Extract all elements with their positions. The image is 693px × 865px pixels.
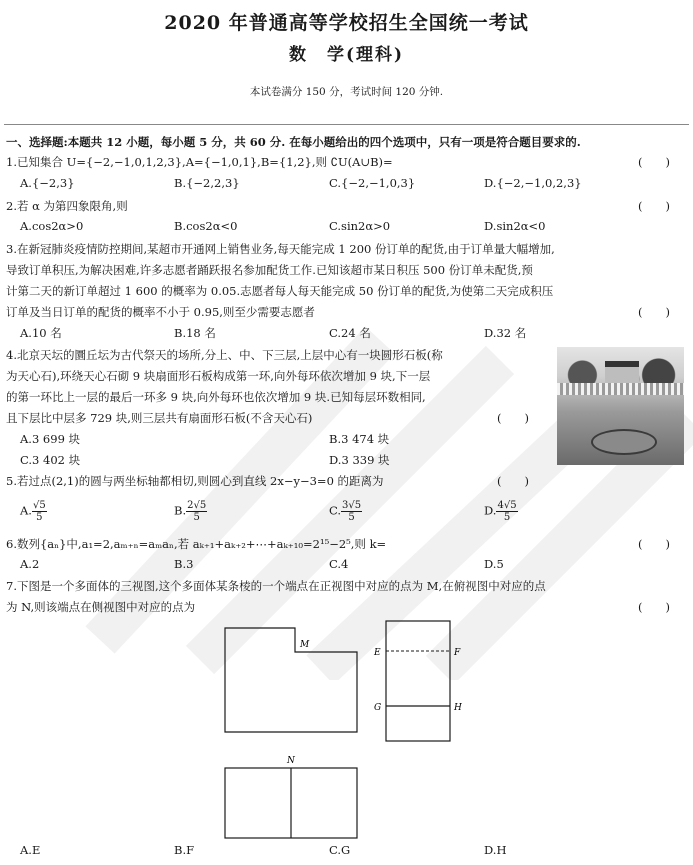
q6-stem: 6.数列{aₙ}中,a₁=2,aₘ₊ₙ=aₘaₙ,若 aₖ₊₁+aₖ₊₂+⋯+aₖ₊₁₀=2¹⁵−2⁵,则 k=	[6, 537, 387, 551]
side-view-figure	[370, 618, 470, 746]
q5-answer-paren: ( )	[497, 474, 529, 488]
q6-option-b: B.3	[174, 557, 194, 571]
q6-option-c: C.4	[329, 557, 349, 571]
tiantan-photo	[557, 347, 684, 465]
q7-option-d: D.H	[484, 843, 507, 857]
q2-stem: 2.若 α 为第四象限角,则	[6, 199, 128, 213]
label-m: M	[300, 640, 310, 650]
exam-note: 本试卷满分 150 分，考试时间 120 分钟.	[249, 86, 444, 98]
q1-stem: 1.已知集合 U={−2,−1,0,1,2,3},A={−1,0,1},B={1,2},则 ∁U(A∪B)=	[6, 155, 393, 169]
q7-option-c: C.G	[329, 843, 351, 857]
q3-option-c: C.24 名	[329, 326, 371, 340]
q2-option-d: D.sin2α<0	[484, 219, 546, 233]
q3-answer-paren: ( )	[638, 305, 670, 319]
q1-option-d: D.{−2,−1,0,2,3}	[484, 176, 582, 190]
q2-option-a: A.cos2α>0	[20, 219, 84, 233]
q1-option-b: B.{−2,2,3}	[174, 176, 240, 190]
q2-answer-paren: ( )	[638, 199, 670, 213]
q4-option-a: A.3 699 块	[20, 432, 81, 446]
q6-option-a: A.2	[20, 557, 40, 571]
q7-option-a: A.E	[20, 843, 41, 857]
q3-line-2: 导致订单积压,为解决困难,许多志愿者踊跃报名参加配货工作.已知该超市某日积压 500 份订单未配货,预	[6, 263, 533, 277]
label-g: G	[374, 703, 382, 713]
q1-answer-paren: ( )	[638, 155, 670, 169]
label-f: F	[454, 648, 461, 658]
q3-option-d: D.32 名	[484, 326, 527, 340]
q5-option-c: C. $\frac{3√5}{5}$	[329, 500, 362, 523]
q4-line-2: 为天心石),环绕天心石砌 9 块扇面形石板构成第一环,向外每环依次增加 9 块,下一层	[6, 369, 431, 383]
q4-line-1: 4.北京天坛的圜丘坛为古代祭天的场所,分上、中、下三层,上层中心有一块圆形石板(称	[6, 348, 443, 362]
q2-option-b: B.cos2α<0	[174, 219, 238, 233]
q6-option-d: D.5	[484, 557, 504, 571]
q3-line-1: 3.在新冠肺炎疫情防控期间,某超市开通网上销售业务,每天能完成 1 200 份订单的配货,由于订单量大幅增加,	[6, 242, 555, 256]
q1-option-a: A.{−2,3}	[20, 176, 75, 190]
q3-line-4: 订单及当日订单的配货的概率不小于 0.95,则至少需要志愿者	[6, 305, 315, 319]
label-e: E	[374, 648, 381, 658]
q4-answer-paren: ( )	[497, 411, 529, 425]
q4-option-c: C.3 402 块	[20, 453, 81, 467]
q6-answer-paren: ( )	[638, 537, 670, 551]
q5-stem: 5.若过点(2,1)的圆与两坐标轴都相切,则圆心到直线 2x−y−3=0 的距离为	[6, 474, 384, 488]
exam-subtitle: 数 学(理科)	[288, 45, 405, 65]
label-n: N	[287, 756, 295, 766]
q7-line-1: 7.下图是一个多面体的三视图,这个多面体某条棱的一个端点在正视图中对应的点为 M,在俯视图中对应的点	[6, 579, 546, 593]
q4-option-b: B.3 474 块	[329, 432, 390, 446]
label-h: H	[454, 703, 462, 713]
q4-option-d: D.3 339 块	[329, 453, 390, 467]
q5-option-b: B. $\frac{2√5}{5}$	[174, 500, 207, 523]
q4-line-3: 的第一环比上一层的最后一环多 9 块,向外每环也依次增加 9 块.已知每层环数相同,	[6, 390, 426, 404]
q3-line-3: 计第二天的新订单超过 1 600 的概率为 0.05.志愿者每人每天能完成 50 份订单的配货,为使第二天完成积压	[6, 284, 554, 298]
q2-option-c: C.sin2α>0	[329, 219, 391, 233]
top-view-figure	[220, 752, 365, 842]
section-heading: 一、选择题:本题共 12 小题，每小题 5 分，共 60 分. 在每小题给出的四个选项中，只有一项是符合题目要求的.	[6, 135, 581, 149]
q7-line-2: 为 N,则该端点在侧视图中对应的点为	[6, 600, 196, 614]
q5-option-a: A. $\frac{√5}{5}$	[20, 500, 46, 523]
q5-option-d: D. $\frac{4√5}{5}$	[484, 500, 517, 523]
q7-option-b: B.F	[174, 843, 195, 857]
front-view-figure	[220, 620, 365, 740]
q4-line-4: 且下层比中层多 729 块,则三层共有扇面形石板(不含天心石)	[6, 411, 313, 425]
exam-title: 2020 年普通高等学校招生全国统一考试	[164, 12, 529, 34]
q3-option-a: A.10 名	[20, 326, 62, 340]
q1-option-c: C.{−2,−1,0,3}	[329, 176, 416, 190]
divider	[4, 124, 689, 125]
q3-option-b: B.18 名	[174, 326, 216, 340]
q7-answer-paren: ( )	[638, 600, 670, 614]
